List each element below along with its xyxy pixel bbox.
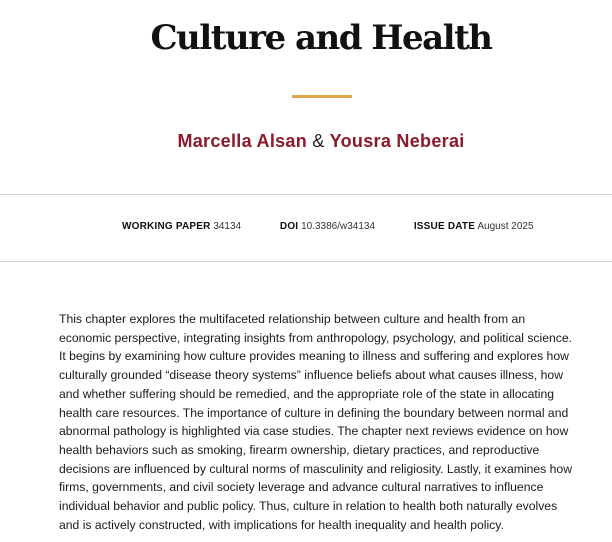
working-paper-number: 34134	[213, 221, 242, 232]
paper-meta-row	[122, 220, 534, 234]
accent-rule	[292, 95, 352, 98]
author-link-neberai[interactable]: Yousra Neberai	[329, 131, 465, 151]
issue-date-value: August 2025	[477, 221, 534, 232]
divider-top	[0, 194, 612, 195]
page-title: Culture and Health	[150, 18, 492, 58]
working-paper-meta	[122, 220, 241, 234]
author-separator: &	[312, 131, 325, 151]
abstract-text: This chapter explores the multifaceted relationship between culture and health from an economic perspective, integrating insights from anthropology, psychology, and political science. It begins by examining how culture provides meaning to illness and suffering and explores how culturally grounded “disease theory systems” influence beliefs about what causes illness, how and whether suffering should be remedied, and the appropriate role of the state in allocating health care resources. The importance of culture in defining the boundary between normal and abnormal pathology is highlighted via case studies. The chapter next reviews evidence on how health behaviors such as smoking, firearm ownership, dietary practices, and reproductive decisions are influenced by cultural norms of masculinity and religiosity. Lastly, it examines how firms, governments, and civil society leverage and advance cultural narratives to influence individual behavior and public policy. Thus, culture in relation to health both naturally evolves and is actively constructed, with implications for health inequality and health policy.	[59, 312, 573, 532]
issue-date-label: ISSUE DATE	[413, 221, 476, 232]
issue-date-meta	[414, 220, 534, 234]
doi-label: DOI	[279, 221, 299, 232]
author-link-alsan[interactable]: Marcella Alsan	[177, 131, 308, 151]
author-list	[0, 128, 612, 154]
doi-meta	[280, 220, 375, 234]
working-paper-label: WORKING PAPER	[122, 221, 211, 232]
doi-value: 10.3386/w34134	[301, 221, 376, 232]
divider-bottom	[0, 261, 612, 262]
